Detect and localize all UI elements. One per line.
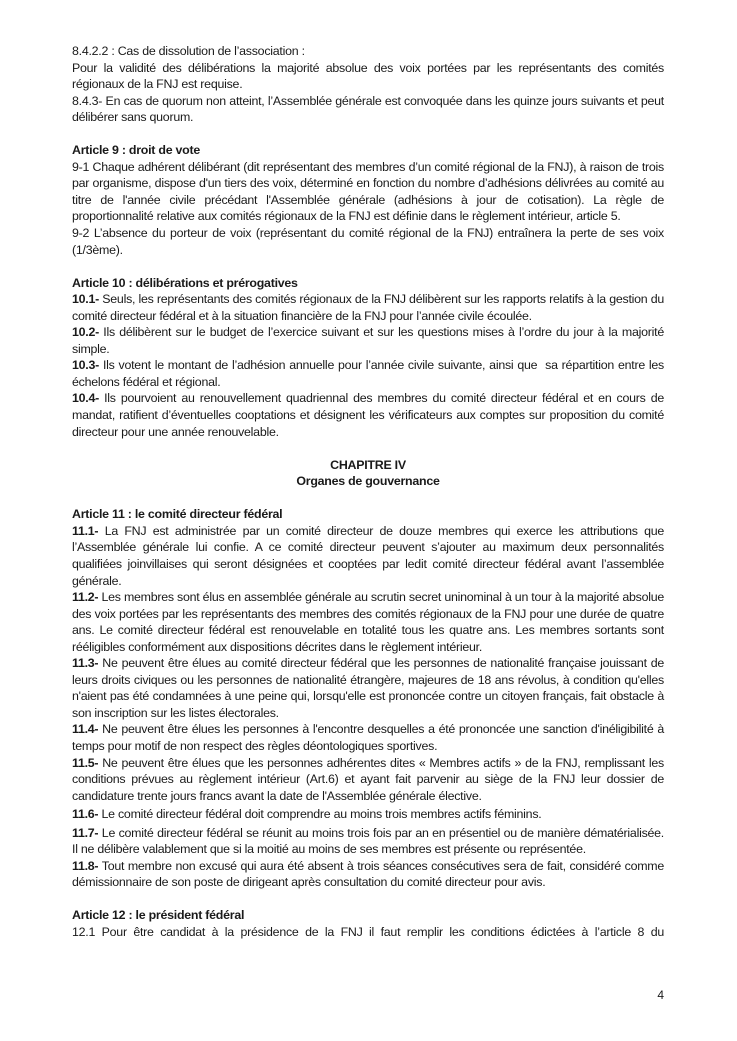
chapter-title: CHAPITRE IV	[330, 457, 406, 472]
article-11-heading: Article 11 : le comité directeur fédéral	[72, 507, 283, 522]
clause-number: 11.3-	[72, 656, 99, 671]
clause-8-4-2-2-title: 8.4.2.2 : Cas de dissolution de l’association :	[72, 44, 305, 58]
clause-number: 11.2-	[72, 590, 99, 605]
clause-number: 11.5-	[72, 755, 99, 770]
spacer	[72, 891, 664, 908]
clause-10-1	[72, 291, 664, 324]
clause-text: Ne peuvent être élues au comité directeur fédéral que les personnes de nationalité française jouissant de leurs droits civiques ou les personnes de nationalité étrangère, majeures de 18 ans révolus, à condition qu'elles n'aient pas été condamnées à une peine qui, lorsqu'elle est prononcée contre un citoyen français, fait obstacle à son inscription sur les listes électorales.	[72, 656, 664, 720]
clause-text: Ne peuvent être élues que les personnes adhérentes dites « Membres actifs » de la FNJ, remplissant les conditions prévues au règlement intérieur (Art.6) et ayant fait parvenir au siège de la FNJ leur dossier de candidature trente jours francs avant la date de l'Assemblée générale élective.	[72, 755, 664, 803]
clause-9-2: 9-2 L’absence du porteur de voix (représentant du comité régional de la FNJ) entraînera la perte de ses voix (1/3ème).	[72, 226, 664, 257]
page-number: 4	[657, 988, 664, 1002]
clause-11-1	[72, 523, 664, 589]
clause-text: Ne peuvent être élues les personnes à l'encontre desquelles a été prononcée une sanction d'inéligibilité à temps pour motif de non respect des règles déontologiques sportives.	[72, 722, 664, 753]
clause-8-4-3: 8.4.3- En cas de quorum non atteint, l’Assemblée générale est convoquée dans les quinze jours suivants et peut délibérer sans quorum.	[72, 93, 664, 125]
clause-11-8	[72, 858, 664, 891]
clause-text: La FNJ est administrée par un comité directeur de douze membres qui exerce les attributions que l’Assemblée générale lui confie. A ce comité directeur peuvent s’ajouter au maximum deux personnalités qualifiées joinvillaises qui seront désignées et cooptées par ledit comité directeur fédéral avant l’assemblée générale.	[72, 523, 664, 588]
clause-number: 10.4-	[72, 391, 99, 406]
clause-10-3	[72, 357, 668, 390]
clause-number: 11.1-	[72, 523, 99, 538]
clause-text: Les membres sont élus en assemblée générale au scrutin secret uninominal à un tour à la majorité absolue des voix portées par les représentants des membres des comités régionaux de la FNJ pour une durée de quatre ans. Le comité directeur fédéral est renouvelable en totalité tous les quatre ans. Les membres sortants sont rééligibles conformément aux dispositions décrites dans le règlement intérieur.	[72, 590, 664, 654]
clause-text: Le comité directeur fédéral se réunit au moins trois fois par an en présentiel ou de manière dématérialisée. Il ne délibère valablement que si la moitié au moins de ses membres est présente ou représentée.	[72, 825, 664, 857]
clause-10-2	[72, 324, 664, 357]
clause-11-4	[72, 721, 664, 754]
clause-number: 11.6-	[72, 807, 99, 822]
clause-text: Ils délibèrent sur le budget de l’exercice suivant et sur les questions mises à l’ordre du jour à la majorité simple.	[72, 325, 664, 356]
chapter-subtitle: Organes de gouvernance	[296, 474, 440, 489]
clause-11-5	[72, 755, 664, 805]
clause-number: 10.3-	[72, 358, 99, 373]
article-10-heading: Article 10 : délibérations et prérogatives	[72, 275, 298, 290]
spacer	[72, 440, 664, 457]
clause-text: Le comité directeur fédéral doit comprendre au moins trois membres actifs féminins.	[98, 807, 542, 822]
article-9-heading: Article 9 : droit de vote	[72, 143, 201, 158]
clause-number: 10.1-	[72, 292, 99, 307]
clause-11-6	[72, 806, 664, 823]
clause-11-7	[72, 825, 664, 858]
clause-number: 11.8-	[72, 858, 99, 873]
clause-text: Seuls, les représentants des comités régionaux de la FNJ délibèrent sur les rapports relatifs à la gestion du comité directeur fédéral et à la situation financière de la FNJ pour l’année civile écoulée.	[72, 292, 664, 323]
clause-12-1: 12.1 Pour être candidat à la présidence de la FNJ il faut remplir les conditions édictées à l’article 8 du	[72, 924, 664, 939]
article-12-heading: Article 12 : le président fédéral	[72, 908, 245, 923]
clause-number: 11.7-	[72, 825, 99, 840]
clause-text: Tout membre non excusé qui aura été absent à trois séances consécutives sera de fait, considéré comme démissionnaire de son poste de dirigeant après consultation du comité directeur pour avis.	[72, 858, 664, 890]
clause-text: Ils pourvoient au renouvellement quadriennal des membres du comité directeur fédéral et en cours de mandat, ratifient d’éventuelles cooptations et désignent les vérificateurs aux comptes sur proposition du comité directeur pour une année renouvelable.	[72, 391, 664, 439]
spacer	[72, 126, 664, 143]
clause-10-4	[72, 390, 664, 440]
spacer	[72, 258, 664, 275]
clause-text: Ils votent le montant de l’adhésion annuelle pour l’année civile suivante, ainsi que sa répartition entre les échelons fédéral et régional.	[72, 358, 668, 389]
clause-11-3	[72, 655, 664, 721]
document-page	[72, 43, 668, 941]
clause-8-4-2-2-text: Pour la validité des délibérations la majorité absolue des voix portées par les représentants des comités régionaux de la FNJ est requise.	[72, 60, 664, 92]
clause-number: 11.4-	[72, 722, 99, 737]
clause-number: 10.2-	[72, 325, 99, 340]
clause-9-1: 9-1 Chaque adhérent délibérant (dit représentant des membres d’un comité régional de la FNJ), à raison de trois par organisme, dispose d'un tiers des voix, déterminé en fonction du nombre d’adhésions délivrées au comité au titre de l'année civile précédant l'Assemblée générale (adhésions à jour de cotisation). La règle de proportionnalité relative aux comités régionaux de la FNJ est définie dans le règlement intérieur, article 5.	[72, 159, 664, 224]
clause-11-2	[72, 589, 664, 655]
spacer	[72, 490, 664, 507]
